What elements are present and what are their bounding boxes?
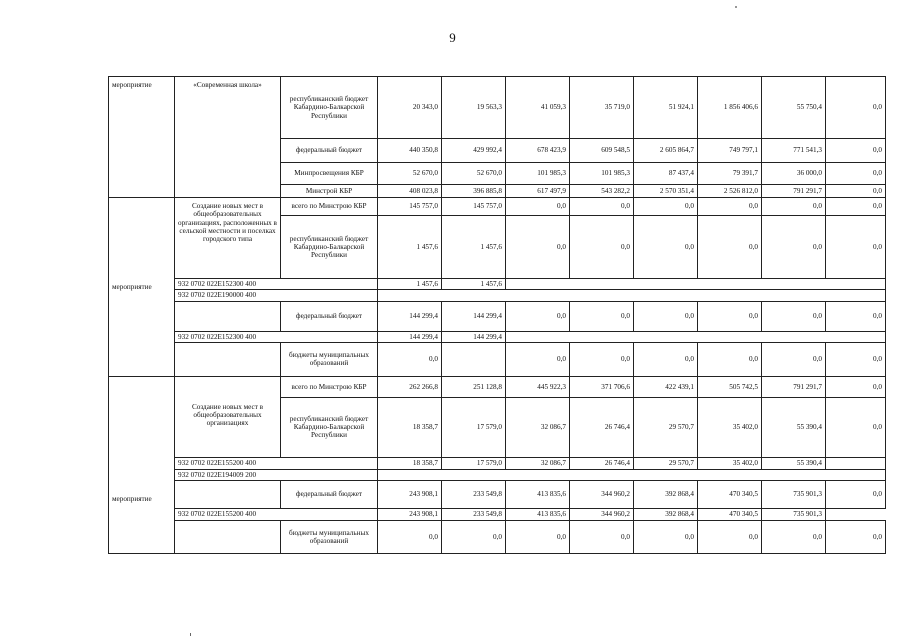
value-cell: 470 340,5 <box>698 481 762 509</box>
value-cell: 101 985,3 <box>506 163 570 185</box>
budget-code: 932 0702 022E194009 200 <box>175 469 378 480</box>
value-cell: 609 548,5 <box>570 139 634 163</box>
empty-cell <box>506 279 886 290</box>
value-cell: 19 563,3 <box>442 77 506 139</box>
funding-source: республиканский бюджет Кабардино-Балкарской Республики <box>281 397 378 457</box>
value-cell: 408 023,8 <box>378 185 442 198</box>
funding-source: всего по Минстрою КБР <box>281 376 378 397</box>
value-cell: 371 706,6 <box>570 376 634 397</box>
value-cell: 0,0 <box>698 301 762 331</box>
value-cell: 20 343,0 <box>378 77 442 139</box>
table-row <box>109 509 886 521</box>
value-cell: 344 960,2 <box>570 481 634 509</box>
value-cell: 0,0 <box>762 521 826 554</box>
value-cell: 233 549,8 <box>442 509 506 521</box>
value-cell: 0,0 <box>570 301 634 331</box>
value-cell: 145 757,0 <box>378 198 442 216</box>
funding-source: Минпросвещения КБР <box>281 163 378 185</box>
value-cell: 422 439,1 <box>634 376 698 397</box>
value-cell: 791 291,7 <box>762 185 826 198</box>
value-cell: 413 835,6 <box>506 481 570 509</box>
value-cell: 144 299,4 <box>378 331 442 342</box>
value-cell: 32 086,7 <box>506 397 570 457</box>
value-cell: 17 579,0 <box>442 457 506 469</box>
value-cell: 41 059,3 <box>506 77 570 139</box>
table-row <box>109 376 886 397</box>
value-cell: 29 570,7 <box>634 397 698 457</box>
value-cell: 0,0 <box>698 216 762 279</box>
value-cell: 0,0 <box>506 521 570 554</box>
budget-code: 932 0702 022E155200 400 <box>175 509 378 521</box>
value-cell: 735 901,3 <box>762 481 826 509</box>
value-cell: 1 457,6 <box>378 279 442 290</box>
activity-type: мероприятие <box>109 77 175 198</box>
value-cell: 0,0 <box>698 521 762 554</box>
value-cell: 55 750,4 <box>762 77 826 139</box>
empty-cell <box>506 331 886 342</box>
value-cell: 1 457,6 <box>442 216 506 279</box>
value-cell: 0,0 <box>762 198 826 216</box>
budget-code: 932 0702 022E190000 400 <box>175 290 378 301</box>
funding-source: федеральный бюджет <box>281 481 378 509</box>
funding-source: федеральный бюджет <box>281 301 378 331</box>
empty-cell <box>378 469 886 480</box>
value-cell: 0,0 <box>634 301 698 331</box>
value-cell: 543 282,2 <box>570 185 634 198</box>
value-cell: 0,0 <box>506 216 570 279</box>
value-cell: 1 457,6 <box>442 279 506 290</box>
value-cell: 18 358,7 <box>378 397 442 457</box>
value-cell: 26 746,4 <box>570 457 634 469</box>
value-cell: 262 266,8 <box>378 376 442 397</box>
value-cell: 0,0 <box>634 342 698 376</box>
value-cell: 0,0 <box>378 521 442 554</box>
value-cell: 396 885,8 <box>442 185 506 198</box>
value-cell: 243 908,1 <box>378 481 442 509</box>
value-cell: 2 570 351,4 <box>634 185 698 198</box>
value-cell: 0,0 <box>570 198 634 216</box>
value-cell: 0,0 <box>826 163 886 185</box>
value-cell: 1 856 406,6 <box>698 77 762 139</box>
value-cell: 0,0 <box>442 521 506 554</box>
value-cell: 0,0 <box>826 342 886 376</box>
value-cell: 1 457,6 <box>378 216 442 279</box>
value-cell: 0,0 <box>826 216 886 279</box>
budget-code: 932 0702 022E152300 400 <box>175 331 378 342</box>
scan-speck <box>735 6 737 8</box>
value-cell: 144 299,4 <box>442 301 506 331</box>
value-cell: 0,0 <box>762 216 826 279</box>
value-cell: 617 497,9 <box>506 185 570 198</box>
value-cell: 0,0 <box>698 198 762 216</box>
value-cell: 87 437,4 <box>634 163 698 185</box>
value-cell: 145 757,0 <box>442 198 506 216</box>
value-cell: 445 922,3 <box>506 376 570 397</box>
value-cell: 678 423,9 <box>506 139 570 163</box>
value-cell: 0,0 <box>826 397 886 457</box>
value-cell: 2 605 864,7 <box>634 139 698 163</box>
value-cell: 0,0 <box>826 185 886 198</box>
empty-cell <box>175 481 281 509</box>
page-number: 9 <box>449 30 456 45</box>
value-cell: 35 402,0 <box>698 397 762 457</box>
funding-source: Минстрой КБР <box>281 185 378 198</box>
value-cell: 0,0 <box>826 139 886 163</box>
value-cell <box>442 342 506 376</box>
value-cell: 0,0 <box>506 342 570 376</box>
budget-code: 932 0702 022E152300 400 <box>175 279 378 290</box>
value-cell: 79 391,7 <box>698 163 762 185</box>
value-cell: 144 299,4 <box>442 331 506 342</box>
value-cell: 0,0 <box>826 521 886 554</box>
budget-code: 932 0702 022E155200 400 <box>175 457 378 469</box>
value-cell: 101 985,3 <box>570 163 634 185</box>
table-row <box>109 331 886 342</box>
funding-source: республиканский бюджет Кабардино-Балкарской Республики <box>281 216 378 279</box>
budget-table <box>108 76 886 554</box>
table-row <box>109 457 886 469</box>
value-cell: 26 746,4 <box>570 397 634 457</box>
value-cell: 0,0 <box>698 342 762 376</box>
value-cell: 0,0 <box>762 342 826 376</box>
value-cell: 251 128,8 <box>442 376 506 397</box>
empty-cell <box>175 521 281 554</box>
value-cell: 0,0 <box>826 198 886 216</box>
value-cell: 505 742,5 <box>698 376 762 397</box>
value-cell: 0,0 <box>634 198 698 216</box>
value-cell: 735 901,3 <box>762 509 826 521</box>
value-cell: 52 670,0 <box>378 163 442 185</box>
scan-speck <box>190 633 191 636</box>
activity-name: «Современная школа» <box>175 77 281 198</box>
value-cell: 243 908,1 <box>378 509 442 521</box>
value-cell: 35 719,0 <box>570 77 634 139</box>
value-cell: 17 579,0 <box>442 397 506 457</box>
value-cell: 18 358,7 <box>378 457 442 469</box>
value-cell: 52 670,0 <box>442 163 506 185</box>
table-row <box>109 481 886 509</box>
funding-source: республиканский бюджет Кабардино-Балкарской Республики <box>281 77 378 139</box>
value-cell: 0,0 <box>506 301 570 331</box>
value-cell: 0,0 <box>378 342 442 376</box>
value-cell: 32 086,7 <box>506 457 570 469</box>
value-cell: 29 570,7 <box>634 457 698 469</box>
value-cell: 2 526 812,0 <box>698 185 762 198</box>
value-cell: 0,0 <box>570 521 634 554</box>
value-cell: 0,0 <box>570 216 634 279</box>
value-cell: 0,0 <box>634 521 698 554</box>
activity-type: мероприятие <box>109 376 175 553</box>
activity-type: мероприятие <box>109 198 175 377</box>
value-cell: 0,0 <box>762 301 826 331</box>
value-cell: 344 960,2 <box>570 509 634 521</box>
value-cell: 144 299,4 <box>378 301 442 331</box>
empty-cell <box>826 457 886 469</box>
empty-cell <box>175 301 281 331</box>
value-cell: 55 390,4 <box>762 457 826 469</box>
empty-cell <box>175 342 281 376</box>
value-cell: 55 390,4 <box>762 397 826 457</box>
activity-name: Создание новых мест в общеобразовательных организациях <box>175 376 281 457</box>
value-cell: 791 291,7 <box>762 376 826 397</box>
table-row <box>109 279 886 290</box>
value-cell: 749 797,1 <box>698 139 762 163</box>
value-cell: 0,0 <box>634 216 698 279</box>
value-cell: 0,0 <box>826 376 886 397</box>
funding-source: всего по Минстрою КБР <box>281 198 378 216</box>
value-cell: 440 350,8 <box>378 139 442 163</box>
empty-cell <box>378 290 886 301</box>
table-row <box>109 77 886 139</box>
value-cell: 35 402,0 <box>698 457 762 469</box>
table-row <box>109 521 886 554</box>
table-row <box>109 301 886 331</box>
table-row <box>109 198 886 216</box>
value-cell: 233 549,8 <box>442 481 506 509</box>
value-cell: 429 992,4 <box>442 139 506 163</box>
value-cell: 0,0 <box>826 77 886 139</box>
value-cell: 0,0 <box>506 198 570 216</box>
value-cell: 392 868,4 <box>634 481 698 509</box>
value-cell: 771 541,3 <box>762 139 826 163</box>
value-cell: 0,0 <box>826 301 886 331</box>
value-cell: 470 340,5 <box>698 509 762 521</box>
activity-name: Создание новых мест в общеобразовательных организациях, расположенных в сельской местности и поселках городского типа <box>175 198 281 279</box>
value-cell: 413 835,6 <box>506 509 570 521</box>
value-cell: 392 868,4 <box>634 509 698 521</box>
value-cell: 0,0 <box>570 342 634 376</box>
funding-source: бюджеты муниципальных образований <box>281 521 378 554</box>
value-cell: 0,0 <box>826 481 886 509</box>
table-row <box>109 469 886 480</box>
funding-source: бюджеты муниципальных образований <box>281 342 378 376</box>
table-row <box>109 290 886 301</box>
funding-source: федеральный бюджет <box>281 139 378 163</box>
value-cell: 51 924,1 <box>634 77 698 139</box>
table-row <box>109 342 886 376</box>
value-cell: 36 000,0 <box>762 163 826 185</box>
